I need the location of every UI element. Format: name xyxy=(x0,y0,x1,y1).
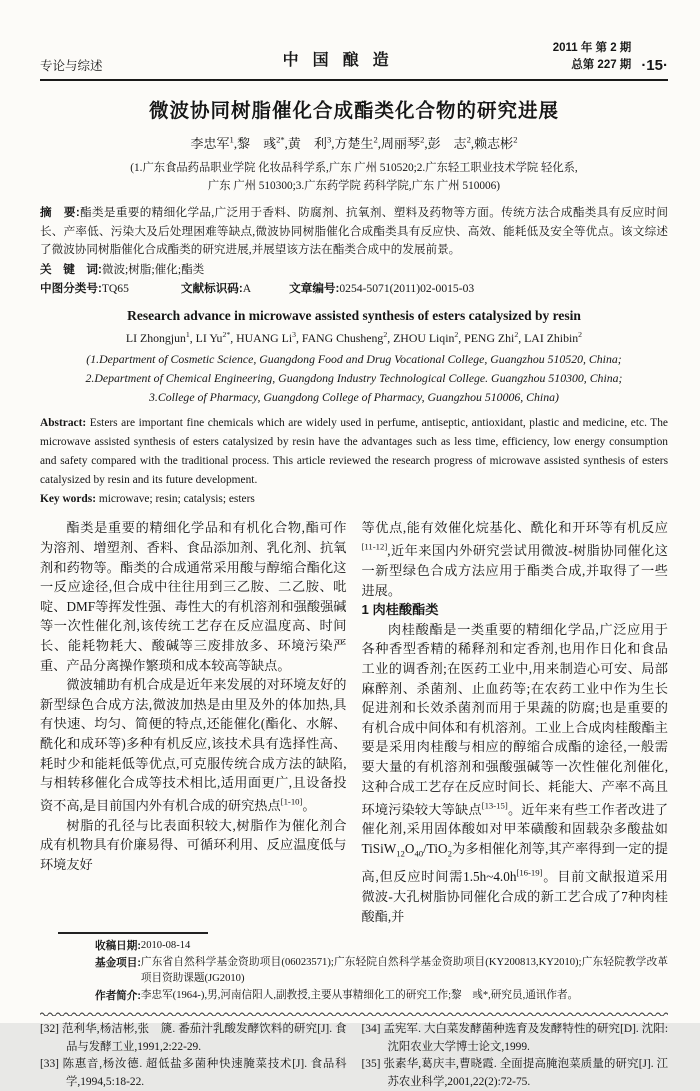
references-column-left xyxy=(40,1021,347,1091)
clc-item xyxy=(40,279,129,298)
authors-zh xyxy=(40,133,668,152)
footnote-block xyxy=(40,938,668,1004)
abstract-en-text: Esters are important fine chemicals which are widely used in perfume, antiseptic, antioxidant, plastic and medicine, etc. The microwave assisted synthesis of esters catalysized by resin have the advantages such as less time, efficiency, low energy consumption and safety compared with the traditional process. This article reviewed the research progress of microwave assisted synthesis of esters catalysized by resin and its future development. xyxy=(40,417,668,487)
authors-zh-text: 李忠军$^1$,黎 彧$^{2*}$,黄 利$^3$,方楚生$^2$,周丽琴$^2$,彭 志$^2$,赖志彬$^2$ xyxy=(190,134,518,151)
affiliation-zh-line: 广东 广州 510300;3.广东药学院 药科学院,广东 广州 510006) xyxy=(207,180,501,192)
references-section xyxy=(40,1021,668,1091)
journal-header xyxy=(40,40,668,81)
abstract-zh xyxy=(40,204,668,260)
article-title-zh: 微波协同树脂催化合成酯类化合物的研究进展 xyxy=(148,100,559,122)
body-paragraph xyxy=(40,518,347,675)
affiliations-zh xyxy=(40,159,668,195)
section-label: 专论与综述 xyxy=(40,59,103,73)
keywords-en-label: Key words: xyxy=(40,493,96,506)
clc-value: TQ65 xyxy=(101,281,129,295)
body-paragraph xyxy=(40,816,347,875)
clc-label: 中图分类号: xyxy=(40,281,102,295)
author-bio-label: 作者简介: xyxy=(95,989,141,1002)
fund-label: 基金项目: xyxy=(95,956,141,969)
affiliation-en-line: (1.Department of Cosmetic Science, Guangdong Food and Drug Vocational College, Guangzhou 510520, China; xyxy=(86,352,622,367)
body-paragraph xyxy=(362,518,669,600)
references-column-right xyxy=(362,1021,669,1091)
paragraph-text: 树脂的孔径与比表面积较大,树脂作为催化剂合成有机物具有价廉易得、可循环利用、反应温度低与环境友好 xyxy=(40,817,347,872)
affiliation-en-line: 2.Department of Chemical Engineering, Guangdong Industry Technological College. Guangzhou 510300, China; xyxy=(85,371,623,386)
reference-text: 张素华,葛庆丰,曹晓霞. 全面提高腌泡菜质量的研究[J]. 江苏农业科学,2001,22(2):72-75. xyxy=(383,1058,668,1088)
reference-number: [34] xyxy=(361,1023,381,1036)
author-bio-text: 李忠军(1964-),男,河南信阳人,副教授,主要从事精细化工的研究工作;黎 彧*,研究员,通讯作者。 xyxy=(140,989,579,1001)
keywords-zh-label: 关 键 词: xyxy=(40,262,102,276)
reference-number: [32] xyxy=(40,1023,59,1036)
keywords-zh-text: 微波;树脂;催化;酯类 xyxy=(101,262,205,276)
reference-text: 陈惠音,杨汝德. 超低盐多菌种快速腌菜技术[J]. 食品科学,1994,5:18-22. xyxy=(62,1058,347,1088)
footnote-rule xyxy=(58,932,208,934)
paragraph-text: 1 肉桂酸酯类 xyxy=(361,602,439,618)
article-id-label: 文章编号: xyxy=(289,281,340,295)
journal-title: 中国酿造 xyxy=(282,52,403,69)
issue-info xyxy=(553,40,668,74)
abstract-zh-text: 酯类是重要的精细化学品,广泛用于香料、防腐剂、抗氧剂、塑料及药物等方面。传统方法合成酯类具有反应时间长、产率低、污染大及后处理困难等缺点,微波协同树脂催化合成酯类具有反应快、高效、能耗低及安全等优点。该文综述了微波协同树脂催化合成酯类的研究进展,并展望该方法在酯类合成中的发展前景。 xyxy=(40,206,668,256)
body-column-right xyxy=(362,518,669,926)
abstract-en xyxy=(40,414,668,490)
reference-item xyxy=(40,1021,347,1056)
received-date-row xyxy=(95,938,668,955)
article-id-value: 0254-5071(2011)02-0015-03 xyxy=(339,281,475,295)
affiliations-en xyxy=(40,350,668,407)
paragraph-text: 等优点,能有效催化烷基化、酰化和开环等有机反应[11-12],近年来国内外研究尝试用微波-树脂协同催化这一新型绿色合成方法应用于酯类合成,并取得了一些进展。 xyxy=(361,520,668,598)
paragraph-text: 酯类是重要的精细化学品和有机化合物,酯可作为溶剂、增塑剂、香料、食品添加剂、乳化剂、抗氧剂和药物等。酯类的合成通常采用酸与醇缩合酯化这一反应途径,但合成中往往用到三乙胺、二乙胺、吡啶、DMF等挥发性强、毒性大的有机溶剂和强酸强碱等一次性催化剂,该传统工艺存在反应温度高、时间长、能耗物耗大、酸碱等三废排放多、环境污染严重、产品分离操作繁琐和成本较高等缺点。 xyxy=(40,520,347,673)
classification-row xyxy=(40,279,668,298)
page-number: ·15· xyxy=(641,57,668,74)
reference-number: [35] xyxy=(361,1058,381,1071)
reference-text: 范利华,杨洁彬,张 篪. 番茄汁乳酸发酵饮料的研究[J]. 食品与发酵工业,1991,2:22-29. xyxy=(62,1023,347,1053)
issue-lines xyxy=(553,40,632,74)
keywords-zh xyxy=(40,260,668,279)
reference-number: [33] xyxy=(40,1058,59,1071)
doc-code-item xyxy=(181,279,251,298)
abstract-zh-label: 摘 要: xyxy=(40,206,80,219)
received-date-value: 2010-08-14 xyxy=(140,940,191,952)
article-title-en: Research advance in microwave assisted synthesis of esters catalysized by resin xyxy=(127,307,581,323)
reference-text: 孟宪军. 大白菜发酵菌种选育及发酵特性的研究[D]. 沈阳:沈阳农业大学博士论文,1999. xyxy=(383,1023,668,1053)
received-date-label: 收稿日期: xyxy=(95,940,141,953)
reference-item xyxy=(362,1021,669,1056)
abstract-en-label: Abstract: xyxy=(40,417,87,430)
body-column-left xyxy=(40,518,347,926)
doc-code-label: 文献标识码: xyxy=(180,281,243,295)
reference-item xyxy=(40,1056,347,1091)
authors-en: LI Zhongjun$^1$, LI $Yu^{2*}$, HUANG Li$^3$, FANG Chusheng$^2$, ZHOU Liqin$^2$, PENG Zhi$^2$, LAI Zhibin$^2$ xyxy=(125,329,583,345)
reference-item xyxy=(362,1056,669,1091)
fund-text: 广东省自然科学基金资助项目(06023571);广东轻院自然科学基金资助项目(KY200813,KY2010);广东轻院教学改革项目资助课题(JG2010) xyxy=(140,956,668,985)
paragraph-text: 微波辅助有机合成是近年来发展的对环境友好的新型绿色合成方法,微波加热是由里及外的体加热,具有快速、均匀、简便的特点,还能催化(酯化、水解、酰化和成环等)多种有机反应,该技术具有选择性高、耗时少和能耗低等优点,可克服传统合成方法的缺陷,与相转移催化合成等技术相比,适用面更广,且设备投资不高,是目前国内外有机合成的研究热点[1-10]。 xyxy=(40,677,347,814)
wavy-divider xyxy=(40,1011,668,1016)
affiliation-zh-line: (1.广东食品药品职业学院 化妆品科学系,广东 广州 510520;2.广东轻工职业技术学院 轻化系, xyxy=(130,162,578,174)
issue-volume-line: 总第 227 期 xyxy=(571,59,632,71)
affiliation-en-line: 3.College of Pharmacy, Guangdong College of Pharmacy, Guangzhou 510006, China) xyxy=(149,390,559,405)
body-paragraph xyxy=(362,620,669,926)
doc-code-value: A xyxy=(242,281,252,295)
keywords-en-text: microwave; resin; catalysis; esters xyxy=(98,493,255,506)
keywords-en xyxy=(40,490,668,509)
paragraph-text: 肉桂酸酯是一类重要的精细化学品,广泛应用于各种香型香精的稀释剂和定香剂,也用作日化和食品工业的调香剂;在医药工业中,用来制造心可安、局部麻醉剂、杀菌剂、止血药等;在农药工业中作为生长促进剂和长效杀菌剂而用于果蔬的防腐;也是重要的有机合成中间体和有机溶剂。工业上合成肉桂酸酯主要是采用肉桂酸与相应的醇缩合成酯的途径,一般需要大量的有机溶剂和强酸强碱等一次性催化剂催化,这种合成工艺存在反应时间长、耗能大、产率不高且环境污染较大等缺点[13-15]。近年来有些工作者改进了催化剂,采用固体酸如对甲苯磺酸和固载杂多酸盐如$TiSiW_{12}O_{40}/TiO_2$为多相催化剂等,其产率得到一定的提高,但反应时间需1.5h~4.0h[16-19]。目前文献报道采用微波-大孔树脂协同催化合成的新工艺合成了7种肉桂酸酯,并 xyxy=(361,621,669,924)
body-paragraph xyxy=(362,600,669,620)
author-bio-row xyxy=(95,988,668,1005)
body-paragraph xyxy=(40,675,347,816)
fund-row xyxy=(95,955,668,988)
issue-year-line: 2011 年 第 2 期 xyxy=(552,42,632,54)
body-columns xyxy=(40,518,668,926)
article-id-item xyxy=(289,279,474,298)
